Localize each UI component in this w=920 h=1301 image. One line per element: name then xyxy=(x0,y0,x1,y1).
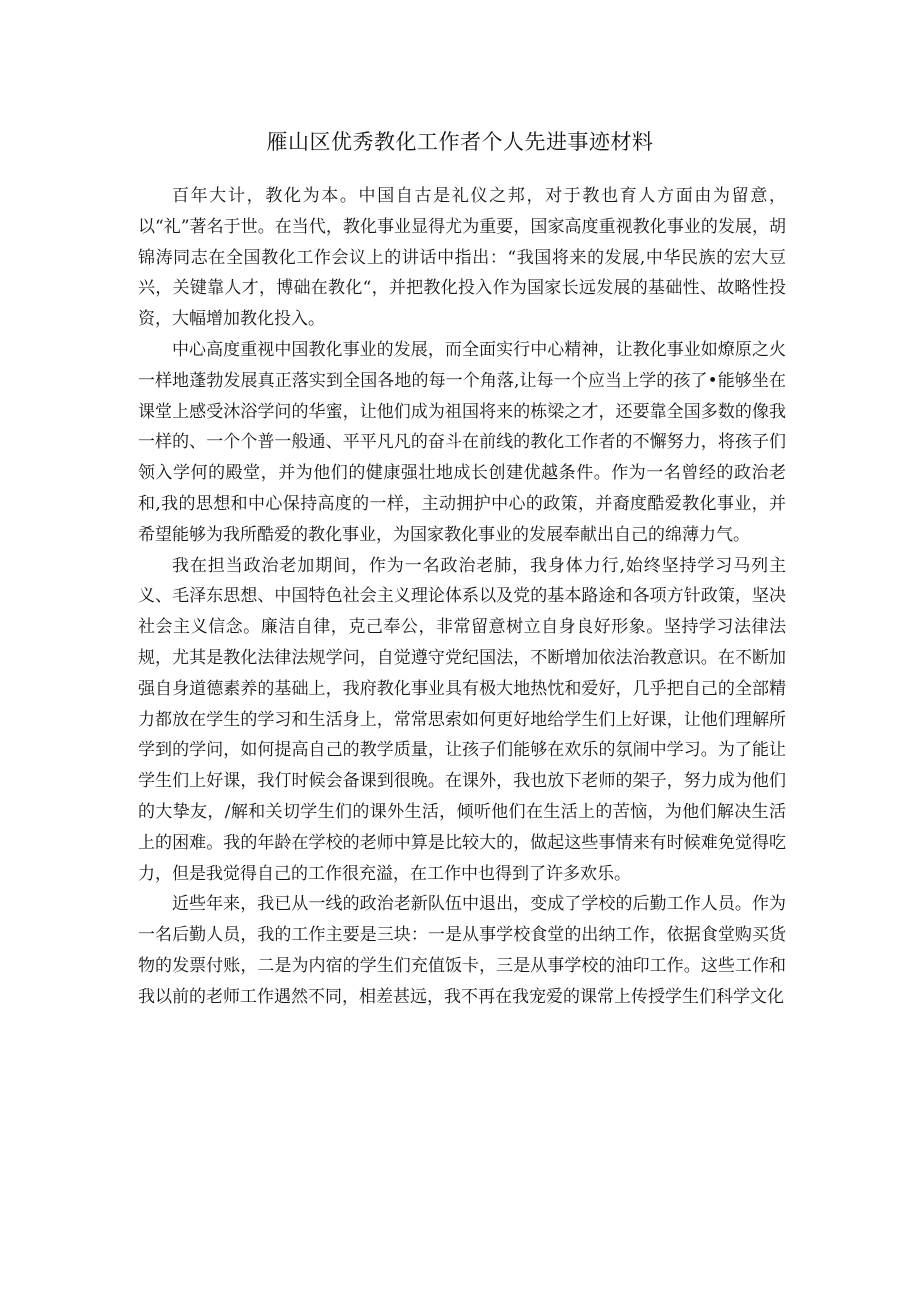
paragraph-2: 中心高度重视中国教化事业的发展，而全面实行中心精神，让教化事业如燎原之火一样地蓬勃发展真正落实到全国各地的每一个角落,让每一个应当上学的孩了•能够坐在课堂上感受沐浴学问的华蜜，让他们成为祖国将来的栋梁之才，还要靠全国多数的像我一样的、一个个普一般通、平平凡凡的奋斗在前线的教化工作者的不懈努力，将孩子们领入学何的殿堂，并为他们的健康强壮地成长创建优越条件。作为一名曾经的政治老和,我的思想和中心保持高度的一样，主动拥护中心的政策，并裔度酷爱教化事业，并希望能够为我所酷爱的教化事业，为国家教化事业的发展奉献出自己的绵薄力气。 xyxy=(138,339,786,545)
paragraph-3: 我在担当政治老加期间，作为一名政治老肺，我身体力行,始终坚持学习马列主义、毛泽东思想、中国特色社会主义理论体系以及党的基本路途和各项方针政策，坚决社会主义信念。廉洁自律，克己奉公，非常留意树立自身良好形象。坚持学习法律法规，尤其是教化法律法规学问，自觉遵守党纪国法，不断增加依法治教意识。在不断加强自身道德素养的基础上，我府教化事业具有极大地热忱和爱好，几乎把自己的全部精力都放在学生的学习和生活身上，常常思索如何更好地给学生们上好课，让他们理解所学到的学问，如何提高自己的教学质量，让孩子们能够在欢乐的氛闹中学习。为了能让学生们上好课，我仃时候会备课到很晚。在课外，我也放下老师的架子，努力成为他们的大挚友，/解和关切学生们的课外生活，倾听他们在生活上的苦恼，为他们解决生活上的困难。我的年龄在学校的老师中算是比较大的，做起这些事情来有时候难免觉得吃力，但是我觉得自己的工作很充溢，在工作中也得到了许多欢乐。 xyxy=(138,555,786,884)
document-title: 雁山区优秀教化工作者个人先进事迹材料 xyxy=(266,130,654,154)
paragraph-1: 百年大计，教化为本。中国自古是礼仪之邦，对于教也育人方面由为留意，以“礼”著名于世。在当代，教化事业显得尤为重要，国家高度重视教化事业的发展，胡锦涛同志在全国教化工作会议上的讲话中指出：“我国将来的发展,中华民族的宏大豆兴，关键靠人才，博础在教化“，并把教化投入作为国家长远发展的基础性、故略性投资，大幅增加教化投入。 xyxy=(138,186,786,330)
paragraph-4: 近些年来，我已从一线的政治老新队伍中退出，变成了学校的后勤工作人员。作为一名后勤人员，我的工作主要是三块：一是从事学校食堂的出纳工作，依据食堂购买货物的发票付账，二是为内宿的学生们充值饭卡，三是从事学校的油印工作。这些工作和我以前的老师工作遇然不同，相差甚远，我不再在我宠爱的课常上传授学生们科学文化 xyxy=(138,894,786,1007)
document-body xyxy=(138,181,786,1013)
